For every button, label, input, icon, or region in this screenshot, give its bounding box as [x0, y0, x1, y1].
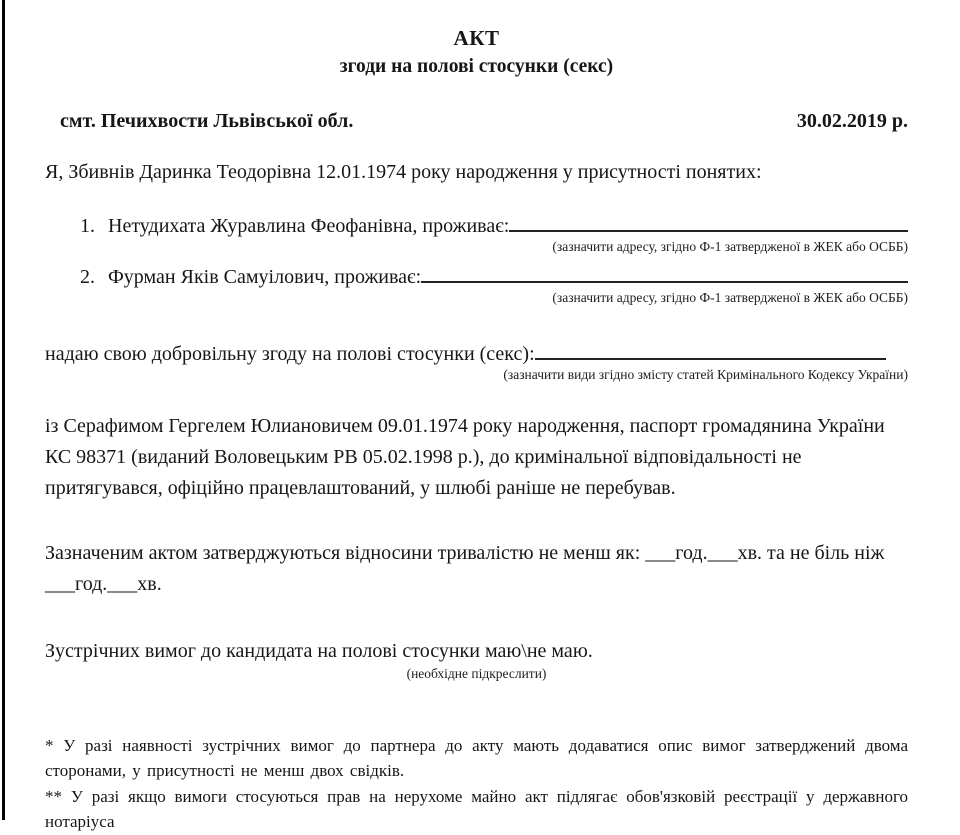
doc-subtitle: згоди на полові стосунки (секс) [339, 56, 614, 77]
doc-title: АКТ [453, 26, 500, 50]
intro-paragraph: Я, Збивнів Даринка Теодорівна 12.01.1974 року народження у присутності понятих: [45, 161, 762, 183]
witness-row [45, 210, 908, 238]
consent-caption: (зазначити види згідно змісту статей Кримінального Кодексу України) [503, 367, 908, 382]
consent-fill-in-line [535, 338, 886, 360]
field-caption: (зазначити адресу, згідно Ф-1 затвердженої в ЖЕК або ОСББ) [552, 239, 908, 254]
consent-text: надаю свою добровільну згоду на полові стосунки (секс): [45, 343, 535, 365]
witness-item [45, 261, 908, 306]
counter-claims-line: Зустрічних вимог до кандидата на полові стосунки маю\не маю. [45, 640, 593, 662]
address-fill-in-line [421, 261, 908, 283]
witness-number: 2. [80, 266, 95, 288]
footnote: * У разі наявності зустрічних вимог до партнера до акту мають додаватися опис вимог затверджений двома сторонами, у присутності не менш двох свідків. [45, 736, 908, 780]
address-fill-in-line [509, 210, 908, 232]
witness-text: Фурман Яків Самуілович, проживає: [108, 266, 422, 288]
witness-number: 1. [80, 215, 95, 237]
place-date-row [45, 110, 908, 133]
consent-block [45, 338, 908, 383]
witness-row [45, 261, 908, 289]
footnotes [45, 734, 908, 835]
partner-paragraph: із Серафимом Гергелем Юлиановичем 09.01.1974 року народження, паспорт громадянина України КС 98371 (виданий Воловецьким РВ 05.02.1998 р.), до кримінальної відповідальності не притягувався, офіційно працевлаштований, у шлюбі раніше не перебував. [45, 415, 885, 499]
witness-text: Нетудихата Журавлина Феофанівна, проживає: [108, 215, 510, 237]
place-line: смт. Печихвости Львівської обл. [60, 110, 354, 132]
witness-list [45, 210, 908, 306]
consent-row [45, 338, 908, 366]
duration-paragraph: Зазначеним актом затверджуються відносини тривалістю не менш як: ___год.___хв. та не біль ніж ___год.___хв. [45, 542, 885, 595]
counter-claims-block [45, 640, 908, 682]
field-caption: (зазначити адресу, згідно Ф-1 затвердженої в ЖЕК або ОСББ) [552, 290, 908, 305]
footnote: ** У разі якщо вимоги стосуються прав на нерухоме майно акт підлягає обов'язковій реєстрації у державного нотаріуса [45, 787, 908, 831]
witness-item [45, 210, 908, 255]
date-line: 30.02.2019 р. [796, 110, 908, 132]
underline-note-caption: (необхідне підкреслити) [406, 666, 547, 681]
